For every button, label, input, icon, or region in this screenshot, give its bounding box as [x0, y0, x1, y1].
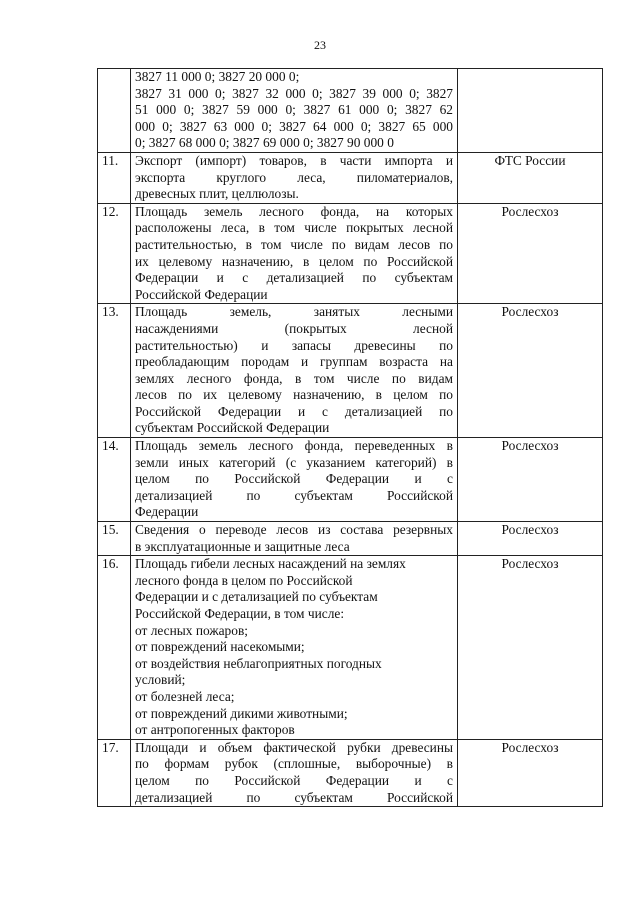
row-number: 17.	[98, 739, 131, 806]
row-responsible-agency: Рослесхоз	[458, 438, 603, 522]
row-description	[131, 556, 458, 740]
row-number: 13.	[98, 304, 131, 438]
description-line: Экспорт (импорт) товаров, в части импорта и	[135, 152, 453, 168]
description-line: от лесных пожаров;	[135, 622, 248, 638]
description-line: от антропогенных факторов	[135, 722, 295, 738]
description-line: Федерации и с детализацией по субъектам	[135, 589, 378, 605]
description-line: детализацией по субъектам Российской	[135, 789, 453, 805]
description-line: 3827 31 000 0; 3827 32 000 0; 3827 39 000 0; 3827	[135, 85, 453, 101]
description-line: расположены леса, в том числе покрытых лесной	[135, 220, 453, 236]
description-line: условий;	[135, 672, 186, 688]
row-responsible-agency	[458, 69, 603, 153]
description-line: Площадь земель лесного фонда, на которых	[135, 203, 453, 219]
row-description	[131, 739, 458, 806]
description-line: Федерации	[135, 504, 199, 520]
description-line: лесов по их целевому назначению, в целом по	[135, 387, 453, 403]
row-number: 11.	[98, 152, 131, 203]
row-number: 14.	[98, 438, 131, 522]
row-description	[131, 69, 458, 153]
row-responsible-agency: Рослесхоз	[458, 556, 603, 740]
description-line: Федерации и с детализацией по субъектам	[135, 270, 453, 286]
row-number	[98, 69, 131, 153]
description-line: Российской Федерации и с детализацией по	[135, 403, 453, 419]
row-number: 12.	[98, 203, 131, 304]
row-number: 16.	[98, 556, 131, 740]
description-line: экспорта круглого леса, пиломатериалов,	[135, 169, 453, 185]
row-responsible-agency: Рослесхоз	[458, 203, 603, 304]
description-line: Российской Федерации	[135, 286, 268, 302]
description-line: от повреждений дикими животными;	[135, 705, 348, 721]
description-line: 51 000 0; 3827 59 000 0; 3827 61 000 0; 3827 62	[135, 102, 453, 118]
row-description	[131, 438, 458, 522]
description-line: земли иных категорий (с указанием категорий) в	[135, 454, 453, 470]
description-line: землях лесного фонда, в том числе по видам	[135, 370, 453, 386]
description-line: целом по Российской Федерации и с	[135, 772, 453, 788]
description-line: целом по Российской Федерации и с	[135, 471, 453, 487]
table-row	[98, 556, 603, 740]
row-number: 15.	[98, 522, 131, 556]
document-table	[97, 68, 603, 807]
description-line: от болезней леса;	[135, 688, 235, 704]
description-line: лесного фонда в целом по Российской	[135, 572, 353, 588]
row-description	[131, 304, 458, 438]
description-line: от воздействия неблагоприятных погодных	[135, 655, 382, 671]
description-line: в эксплуатационные и защитные леса	[135, 538, 350, 554]
description-line: Площадь земель лесного фонда, переведенных в	[135, 438, 453, 454]
row-responsible-agency: Рослесхоз	[458, 304, 603, 438]
description-line: 0; 3827 68 000 0; 3827 69 000 0; 3827 90 000 0	[135, 135, 394, 151]
row-responsible-agency: Рослесхоз	[458, 739, 603, 806]
description-line: субъектам Российской Федерации	[135, 420, 330, 436]
description-line: детализацией по субъектам Российской	[135, 487, 453, 503]
description-line: 000 0; 3827 63 000 0; 3827 64 000 0; 3827 65 000	[135, 118, 453, 134]
table-row	[98, 438, 603, 522]
description-line: растительностью, в том числе по видам лесов по	[135, 236, 453, 252]
table-row	[98, 739, 603, 806]
table-row	[98, 304, 603, 438]
row-responsible-agency: Рослесхоз	[458, 522, 603, 556]
description-line: Площадь земель, занятых лесными	[135, 304, 453, 320]
page-number: 23	[314, 38, 326, 52]
description-line: по формам рубок (сплошные, выборочные) в	[135, 756, 453, 772]
row-description	[131, 152, 458, 203]
description-line: Сведения о переводе лесов из состава резервных	[135, 522, 453, 538]
description-line: Площади и объем фактической рубки древесины	[135, 739, 453, 755]
description-line: преобладающим породам и группам возраста на	[135, 354, 453, 370]
table-row	[98, 152, 603, 203]
row-description	[131, 522, 458, 556]
description-line: 3827 11 000 0; 3827 20 000 0;	[135, 69, 300, 84]
table-body	[98, 69, 603, 807]
description-line: Российской Федерации, в том числе:	[135, 606, 345, 621]
table-row	[98, 522, 603, 556]
description-line: от повреждений насекомыми;	[135, 639, 305, 655]
row-description	[131, 203, 458, 304]
description-line: их целевому назначению, в целом по Российской	[135, 253, 453, 269]
row-responsible-agency: ФТС России	[458, 152, 603, 203]
description-line: растительностью) и запасы древесины по	[135, 337, 453, 353]
description-line: Площадь гибели лесных насаждений на землях	[135, 556, 406, 572]
table-row	[98, 203, 603, 304]
description-line: насаждениями (покрытых лесной	[135, 320, 453, 336]
description-line: древесных плит, целлюлозы.	[135, 186, 299, 202]
table-row	[98, 69, 603, 153]
